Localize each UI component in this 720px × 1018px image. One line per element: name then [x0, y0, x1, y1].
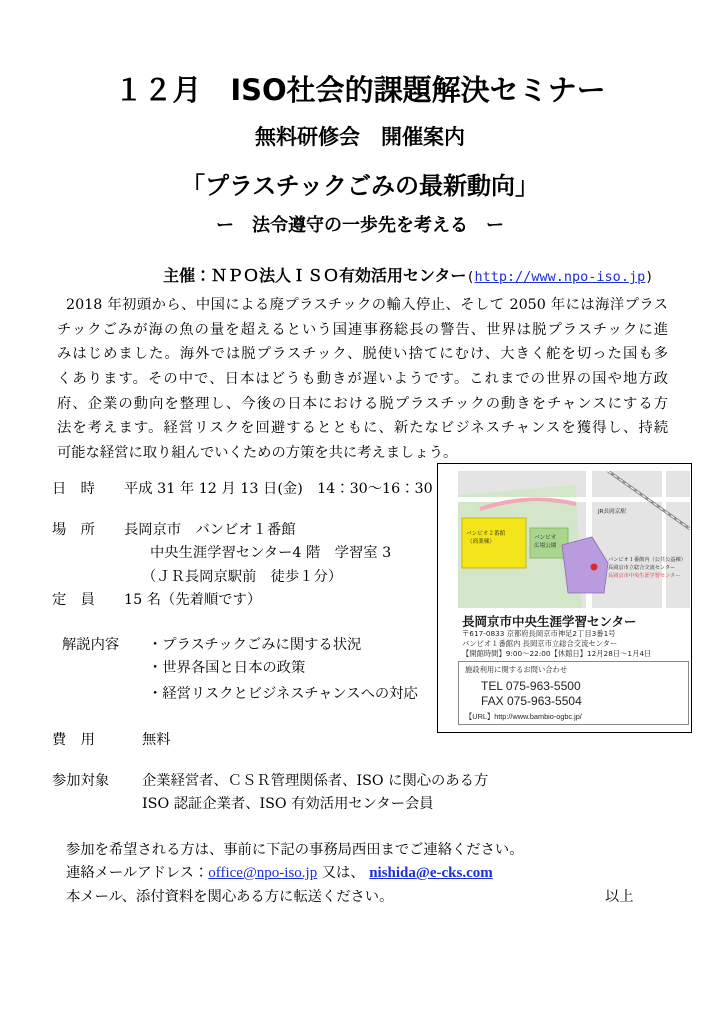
contact-intro: 参加を希望される方は、事前に下記の事務局西田までご連絡ください。	[66, 842, 524, 858]
page-subtitle: 無料研修会 開催案内	[255, 125, 465, 149]
venue-map-card	[437, 463, 692, 733]
location-pin-icon	[591, 564, 598, 571]
map-label-bldg2-type: （商業棟）	[467, 539, 495, 545]
organizer-url-link[interactable]: http://www.npo-iso.jp	[474, 269, 646, 285]
intro-line: みはじめました。海外では脱プラスチック、脱使い捨てにむけ、大きく舵を切った国も多	[57, 346, 668, 363]
audience-line: 企業経営者、ＣＳＲ管理関係者、ISO に関心のある方	[142, 773, 489, 789]
intro-line: 可能な経営に取り組んでいくための方策を共に考えましょう。	[57, 445, 458, 462]
facility-hours: 【開館時間】9:00〜22:00【休館日】12月28日〜1月4日	[462, 649, 652, 658]
content-item: ・経営リスクとビジネスチャンスへの対応	[148, 686, 418, 702]
venue-line: 長岡京市 バンビオ１番館	[124, 522, 296, 538]
inquiry-label: 施設利用に関するお問い合わせ	[465, 665, 568, 674]
venue-label: 場 所	[52, 522, 95, 538]
intro-paragraph	[57, 293, 668, 466]
facility-building: バンビオ１番館内 長岡京市立総合交流センター	[462, 639, 618, 648]
organizer-line	[163, 265, 653, 288]
content-item: ・世界各国と日本の政策	[148, 660, 306, 676]
facility-name: 長岡京市中央生涯学習センター	[462, 614, 637, 629]
map-label-park: バンビオ	[534, 535, 557, 541]
map-label-bldg2: バンビオ２番館	[466, 531, 506, 537]
datetime-label: 日 時	[52, 481, 95, 497]
inquiry-box	[458, 661, 689, 725]
fee-value: 無料	[142, 732, 171, 748]
venue-line: 中央生涯学習センター4 階 学習室 3	[150, 545, 392, 561]
venue-map	[458, 471, 690, 608]
office-email-link[interactable]: office@npo-iso.jp	[208, 865, 318, 881]
facility-address: 〒617-0833 京都府長岡京市神足2丁目3番1号	[462, 629, 616, 638]
email-label: 連絡メールアドレス：	[66, 865, 209, 881]
seminar-tagline: ー 法令遵守の一歩先を考える ー	[216, 215, 504, 236]
venue-line: （ＪＲ長岡京駅前 徒歩１分）	[142, 569, 343, 585]
forward-note: 本メール、添付資料を関心ある方に転送ください。	[66, 889, 394, 905]
map-label-bldg1: バンビオ１番館内（公共公益棟）	[608, 557, 686, 563]
email-line	[66, 863, 493, 883]
organizer-paren-close: )	[645, 269, 654, 285]
fee-label: 費 用	[52, 732, 95, 748]
closing-text: 以上	[605, 889, 634, 905]
audience-label: 参加対象	[52, 773, 110, 789]
organizer-paren-open: (	[466, 269, 475, 285]
facility-fax: FAX 075-963-5504	[481, 694, 582, 708]
organizer-label: 主催：ＮＰＯ法人ＩＳＯ有効活用センター	[163, 266, 467, 285]
intro-line: 2018 年初頭から、中国による廃プラスチックの輸入停止、そして 2050 年には海洋プラス	[66, 297, 668, 313]
map-label-bldg1: 長岡京市立総合交流センター	[608, 565, 676, 571]
capacity-label: 定 員	[52, 592, 95, 608]
content-label: 解説内容	[62, 637, 120, 653]
seminar-theme: 「プラスチックごみの最新動向」	[180, 172, 540, 200]
map-label-park: 広場公園	[534, 543, 557, 549]
intro-line: くあります。その中で、日本はどうも動きが遅いようです。これまでの世界の国や地方政	[57, 371, 668, 388]
intro-line: チックごみが海の魚の量を超えるという国連事務総長の警告、世界は脱プラスチックに進	[57, 321, 668, 338]
facility-tel: TEL 075-963-5500	[481, 679, 581, 693]
or-text: 又は、	[317, 865, 370, 881]
datetime-value: 平成 31 年 12 月 13 日(金) 14：30〜16：30	[124, 481, 433, 497]
map-label-bldg1: 長岡京市中央生涯学習センター	[608, 573, 681, 579]
capacity-value: 15 名（先着順です）	[124, 592, 262, 608]
page-title: １２月 ISO社会的課題解決セミナー	[114, 73, 606, 107]
audience-line: ISO 認証企業者、ISO 有効活用センター会員	[142, 796, 434, 812]
map-label-station: JR長岡京駅	[598, 509, 626, 515]
intro-line: 府、企業の動向を整理し、今後の日本における脱プラスチックの動きをチャンスにする方	[57, 395, 668, 412]
facility-url: 【URL】http://www.bambio-ogbc.jp/	[465, 712, 582, 721]
content-item: ・プラスチックごみに関する状況	[148, 637, 362, 653]
intro-line: 法を考えます。経営リスクを回避するとともに、新たなビジネスチャンスを獲得し、持続	[57, 420, 668, 437]
nishida-email-link[interactable]: nishida@e-cks.com	[369, 865, 493, 881]
